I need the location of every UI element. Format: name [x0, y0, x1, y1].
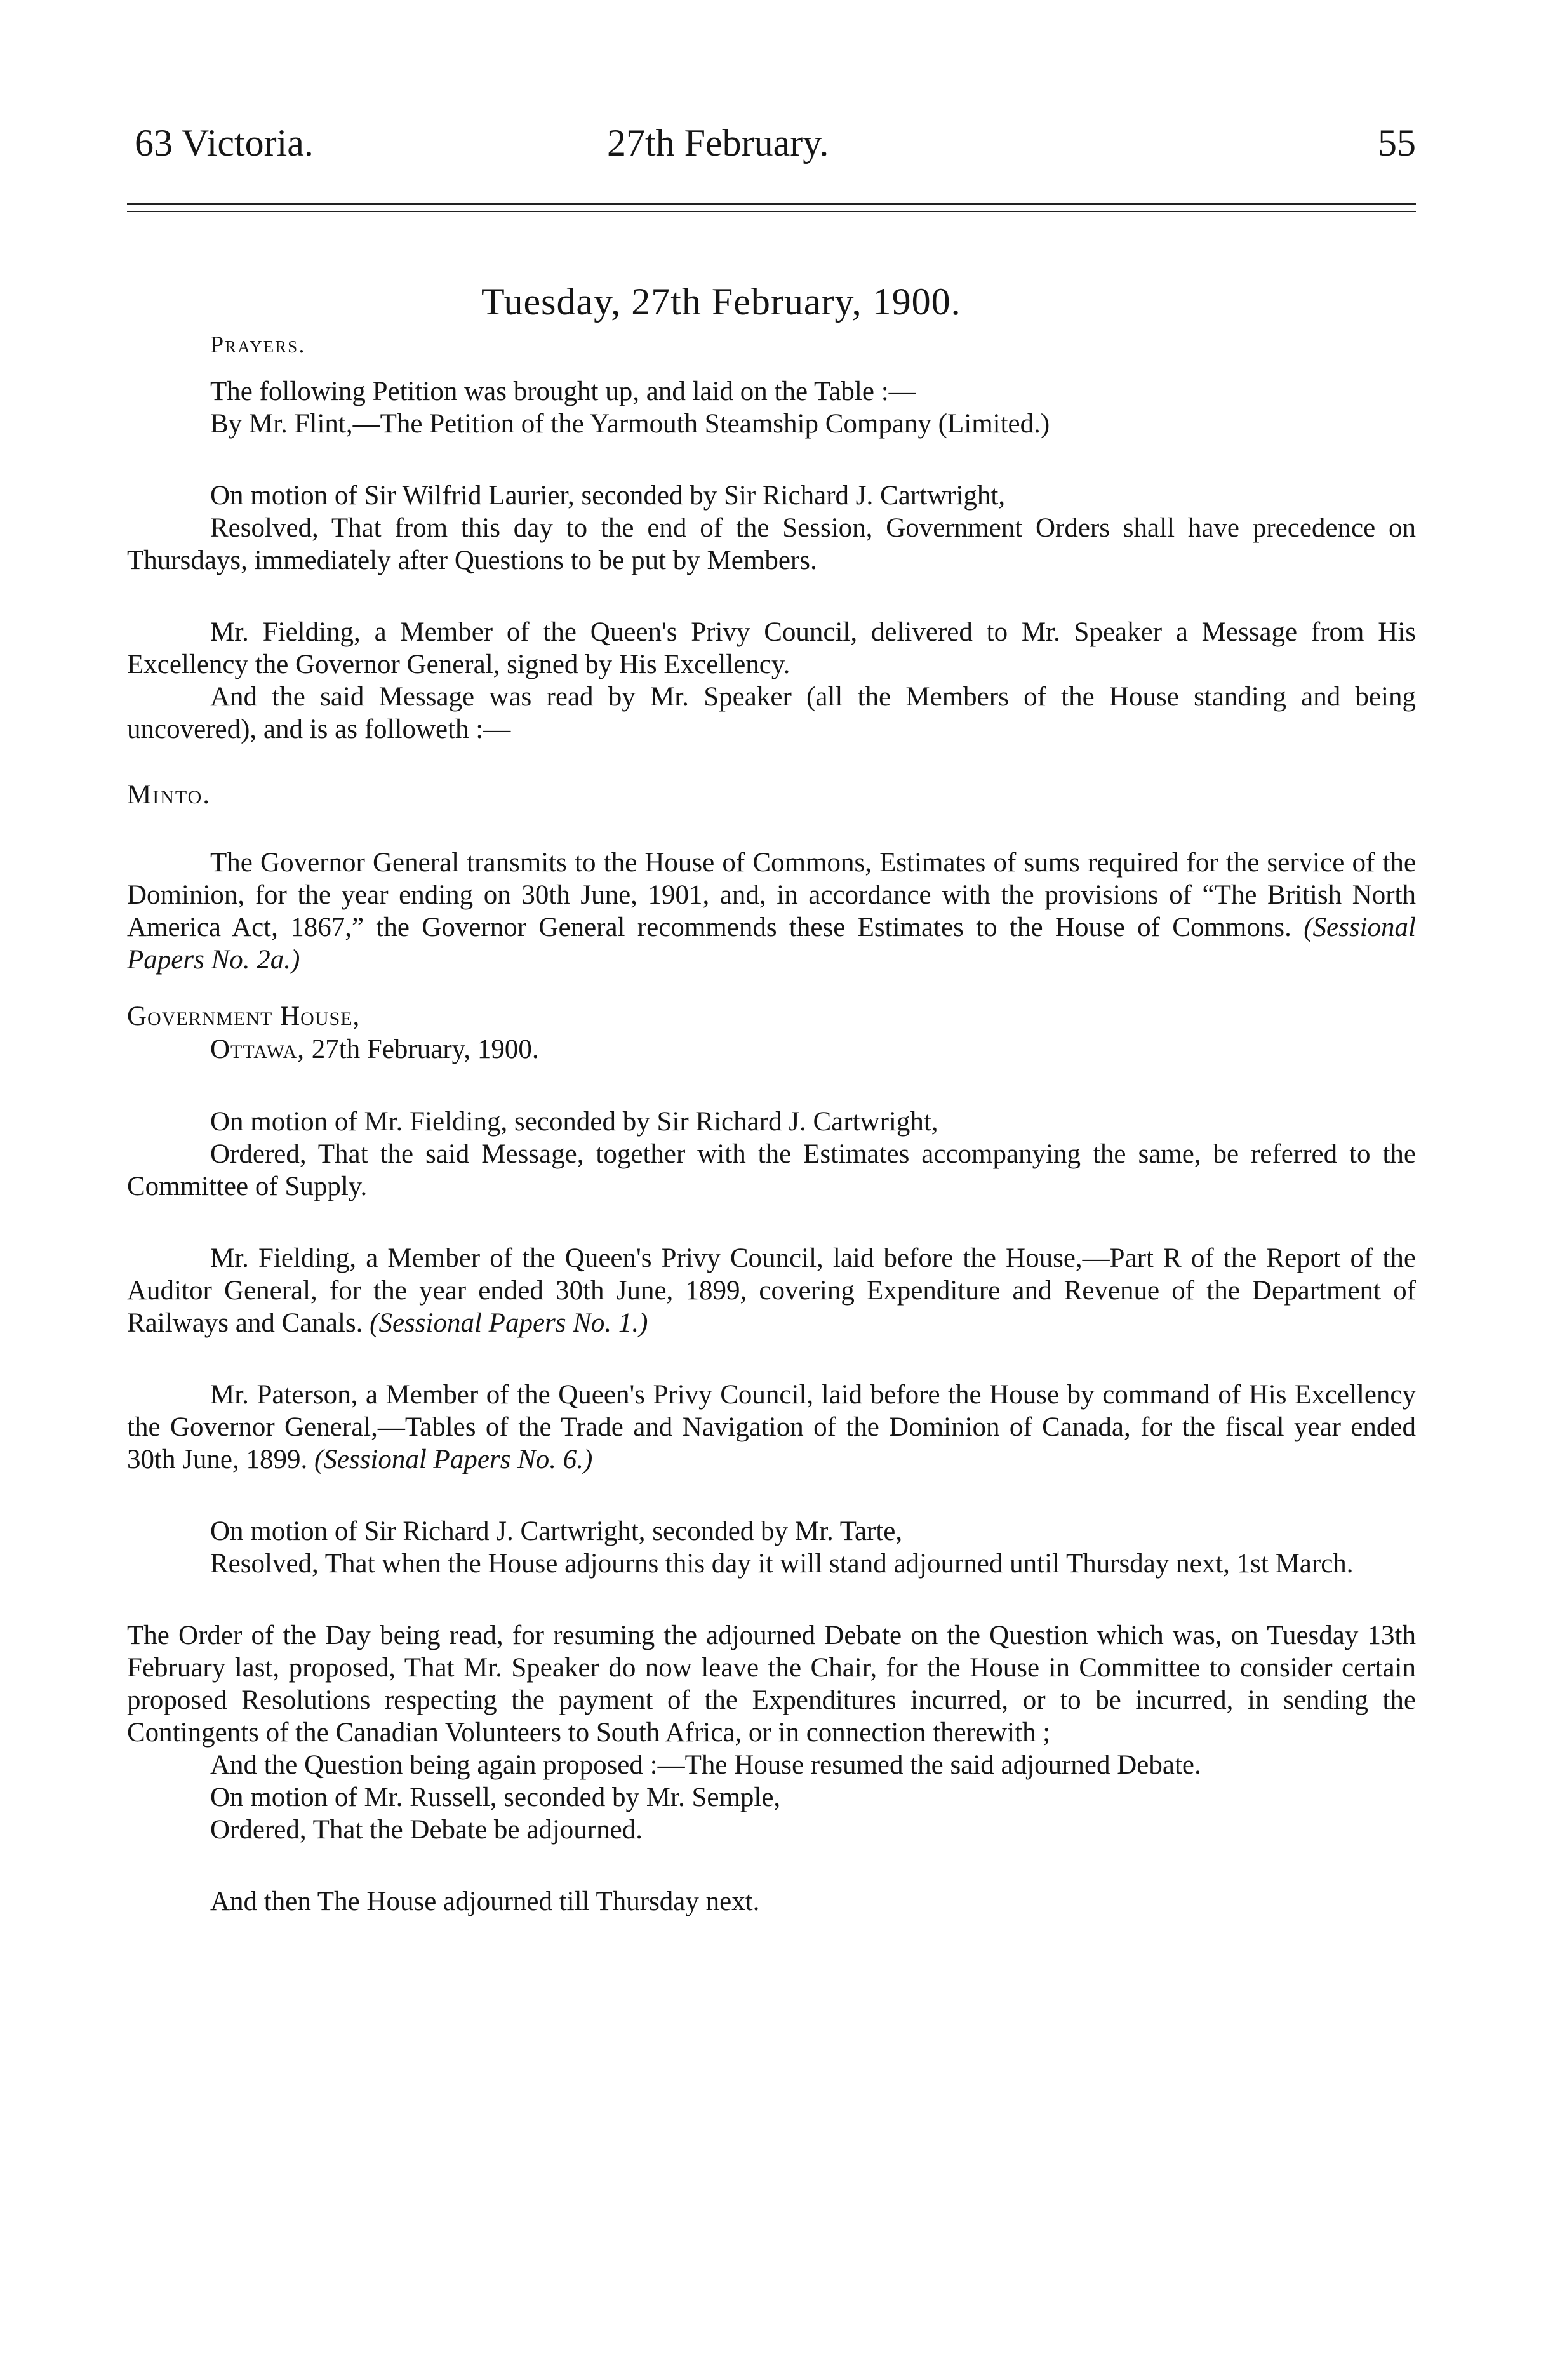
page-title: Tuesday, 27th February, 1900. [481, 281, 961, 323]
page-number: 55 [1378, 122, 1416, 164]
motion-fielding-section [127, 1106, 1416, 1203]
debate-motion: On motion of Mr. Russell, seconded by Mr. Semple, [210, 1782, 781, 1812]
paterson-report-reference: (Sessional Papers No. 6.) [314, 1445, 593, 1474]
message-delivery: Mr. Fielding, a Member of the Queen's Privy Council, delivered to Mr. Speaker a Message from His Excellency the Governor General, signed by His Excellency. [127, 617, 1416, 679]
header-regnal-year: 63 Victoria. [135, 122, 314, 164]
place-name: Ottawa, [210, 1034, 305, 1064]
debate-section [127, 1619, 1416, 1846]
debate-resumed: And the Question being again proposed :—The House resumed the said adjourned Debate. [210, 1750, 1201, 1780]
motion-fielding-intro: On motion of Mr. Fielding, seconded by Sir Richard J. Cartwright, [210, 1107, 938, 1137]
fielding-report-reference: (Sessional Papers No. 1.) [370, 1308, 648, 1338]
prayers-label: Prayers. [210, 331, 306, 358]
petition-section [127, 375, 1416, 440]
motion-cartwright-section [127, 1515, 1416, 1580]
motion-cartwright-intro: On motion of Sir Richard J. Cartwright, seconded by Mr. Tarte, [210, 1516, 903, 1546]
government-house-name: Government House, [127, 1001, 361, 1031]
message-signature: Minto. [127, 780, 211, 810]
header-rule [127, 203, 1416, 212]
message-body-section [127, 846, 1416, 976]
running-head [127, 114, 1416, 171]
debate-order: The Order of the Day being read, for resuming the adjourned Debate on the Question which was, on Tuesday 13th February last, proposed, That Mr. Speaker do now leave the Chair, for the House in Committee to consider certain proposed Resolutions respecting the payment of the Expenditures incurred, or to be incurred, in sending the Contingents of the Canadian Volunteers to South Africa, or in connection therewith ; [127, 1621, 1416, 1748]
place-date: 27th February, 1900. [311, 1034, 539, 1064]
closing-statement: And then The House adjourned till Thursday next. [210, 1887, 760, 1916]
message-section [127, 616, 1416, 745]
government-house-place [127, 1033, 1416, 1066]
message-read: And the said Message was read by Mr. Speaker (all the Members of the House standing and being uncovered), and is as followeth :— [127, 682, 1416, 744]
debate-adjourned: Ordered, That the Debate be adjourned. [210, 1815, 643, 1845]
fielding-report [127, 1242, 1416, 1339]
closing-section [127, 1885, 1416, 1918]
motion-laurier-section [127, 479, 1416, 577]
title-row [127, 280, 1416, 375]
fielding-report-section [127, 1242, 1416, 1339]
message-body-text: The Governor General transmits to the House of Commons, Estimates of sums required for the service of the Dominion, for the year ending on 30th June, 1901, and, in accordance with the provisions of “The British North America Act, 1867,” the Governor General recommends these Estimates to the House of Commons. [127, 848, 1416, 942]
header-date: 27th February. [607, 122, 829, 164]
petition-intro: The following Petition was brought up, and laid on the Table :— [210, 377, 916, 406]
message-body [127, 846, 1416, 976]
motion-cartwright-resolution: Resolved, That when the House adjourns this day it will stand adjourned until Thursday next, 1st March. [210, 1549, 1354, 1579]
petition-detail: By Mr. Flint,—The Petition of the Yarmouth Steamship Company (Limited.) [210, 409, 1050, 439]
motion-laurier-resolution: Resolved, That from this day to the end of the Session, Government Orders shall have precedence on Thursdays, immediately after Questions to be put by Members. [127, 513, 1416, 575]
motion-fielding-order: Ordered, That the said Message, together with the Estimates accompanying the same, be referred to the Committee of Supply. [127, 1139, 1416, 1201]
government-house-address [127, 1000, 1416, 1066]
paterson-report [127, 1379, 1416, 1476]
message-body-reference: (Sessional Papers No. 2a.) [127, 913, 1416, 975]
fielding-report-text: Mr. Fielding, a Member of the Queen's Privy Council, laid before the House,—Part R of the Report of the Auditor General, for the year ended 30th June, 1899, covering Expenditure and Revenue of the Department of Railways and Canals. [127, 1243, 1416, 1338]
journal-page [127, 114, 1416, 1918]
paterson-report-section [127, 1379, 1416, 1476]
motion-laurier-intro: On motion of Sir Wilfrid Laurier, seconded by Sir Richard J. Cartwright, [210, 481, 1006, 511]
paterson-report-text: Mr. Paterson, a Member of the Queen's Privy Council, laid before the House by command of His Excellency the Governor General,—Tables of the Trade and Navigation of the Dominion of Canada, for the fiscal year ended 30th June, 1899. [127, 1380, 1416, 1474]
